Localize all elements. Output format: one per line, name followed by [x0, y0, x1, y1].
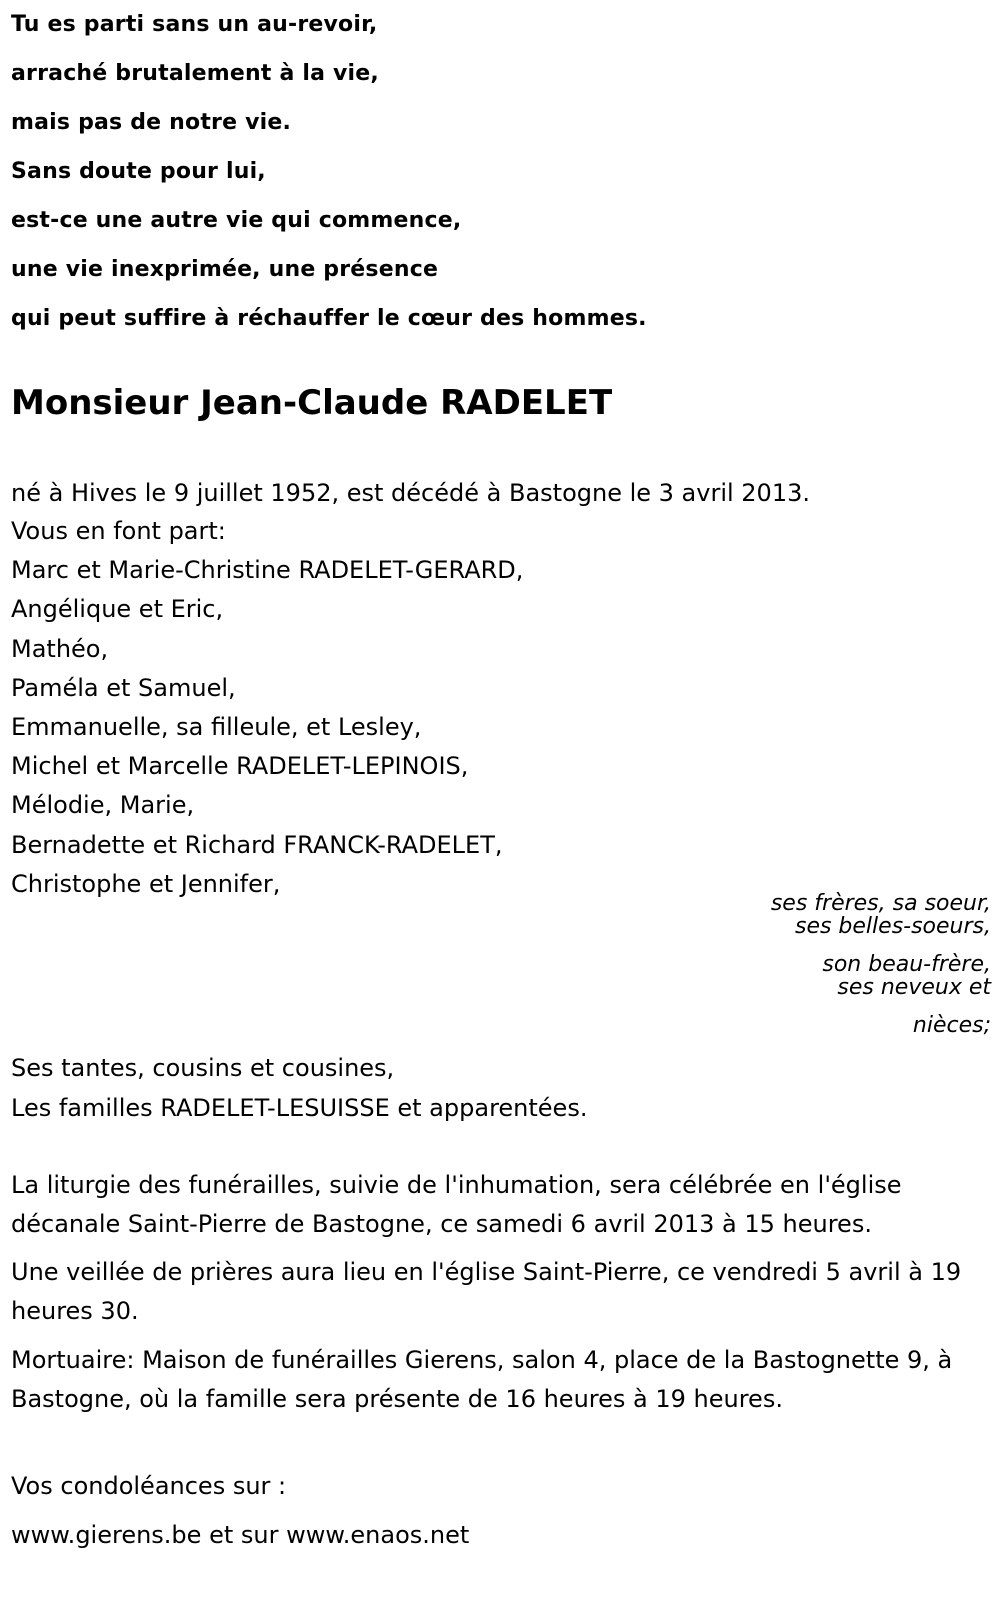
mortuary-info: Mortuaire: Maison de funérailles Gierens, salon 4, place de la Bastognette 9, à Bastogne, où la famille sera présente de 16 heures à 19 heures.	[11, 1346, 953, 1413]
family-list	[11, 516, 523, 908]
family-member: Mathéo,	[11, 634, 109, 663]
family-member: Bernadette et Richard FRANCK-RADELET,	[11, 830, 503, 859]
family-member: Paméla et Samuel,	[11, 673, 236, 702]
poem-line: mais pas de notre vie.	[11, 110, 292, 135]
poem-line: une vie inexprimée, une présence	[11, 257, 439, 282]
birth-death-info: né à Hives le 9 juillet 1952, est décédé à Bastogne le 3 avril 2013.	[11, 479, 810, 507]
family-member: Mélodie, Marie,	[11, 791, 195, 820]
relations-group	[591, 892, 991, 938]
family-member: Marc et Marie-Christine RADELET-GERARD,	[11, 556, 524, 585]
relation-line: ses neveux et	[837, 975, 991, 1000]
poem-line: Tu es parti sans un au-revoir,	[11, 12, 378, 37]
poem-line: arraché brutalement à la vie,	[11, 61, 379, 86]
poem-line: qui peut suffire à réchauffer le cœur des hommes.	[11, 306, 647, 331]
announcement-intro: Vous en font part:	[11, 517, 226, 545]
connector-text: et sur	[201, 1521, 287, 1549]
relation-line: ses belles-soeurs,	[794, 914, 991, 939]
poem	[11, 10, 647, 353]
deceased-name: Monsieur Jean-Claude RADELET	[11, 383, 613, 423]
relation-line: son beau-frère,	[822, 952, 991, 977]
liturgy-info: La liturgie des funérailles, suivie de l'inhumation, sera célébrée en l'église décanale Saint-Pierre de Bastogne, ce samedi 6 avril 2013 à 15 heures.	[11, 1171, 902, 1238]
relations-block	[591, 892, 991, 1037]
relation-line: nièces;	[912, 1013, 991, 1038]
relation-line: ses frères, sa soeur,	[770, 891, 991, 916]
family-member: Angélique et Eric,	[11, 595, 224, 624]
poem-line: est-ce une autre vie qui commence,	[11, 208, 462, 233]
family-member: Christophe et Jennifer,	[11, 869, 281, 898]
relations-group	[591, 953, 991, 999]
other-relatives	[11, 1053, 587, 1132]
other-relative-line: Ses tantes, cousins et cousines,	[11, 1054, 395, 1082]
poem-line: Sans doute pour lui,	[11, 159, 266, 184]
enaos-link[interactable]: www.enaos.net	[286, 1521, 470, 1549]
other-relative-line: Les familles RADELET-LESUISSE et apparentées.	[11, 1093, 588, 1122]
vigil-info: Une veillée de prières aura lieu en l'église Saint-Pierre, ce vendredi 5 avril à 19 heures 30.	[11, 1258, 962, 1325]
gierens-link[interactable]: www.gierens.be	[11, 1521, 202, 1549]
condolences-label: Vos condoléances sur :	[11, 1472, 287, 1500]
family-member: Michel et Marcelle RADELET-LEPINOIS,	[11, 752, 469, 781]
family-member: Emmanuelle, sa filleule, et Lesley,	[11, 712, 422, 741]
condolences-links	[11, 1516, 986, 1555]
